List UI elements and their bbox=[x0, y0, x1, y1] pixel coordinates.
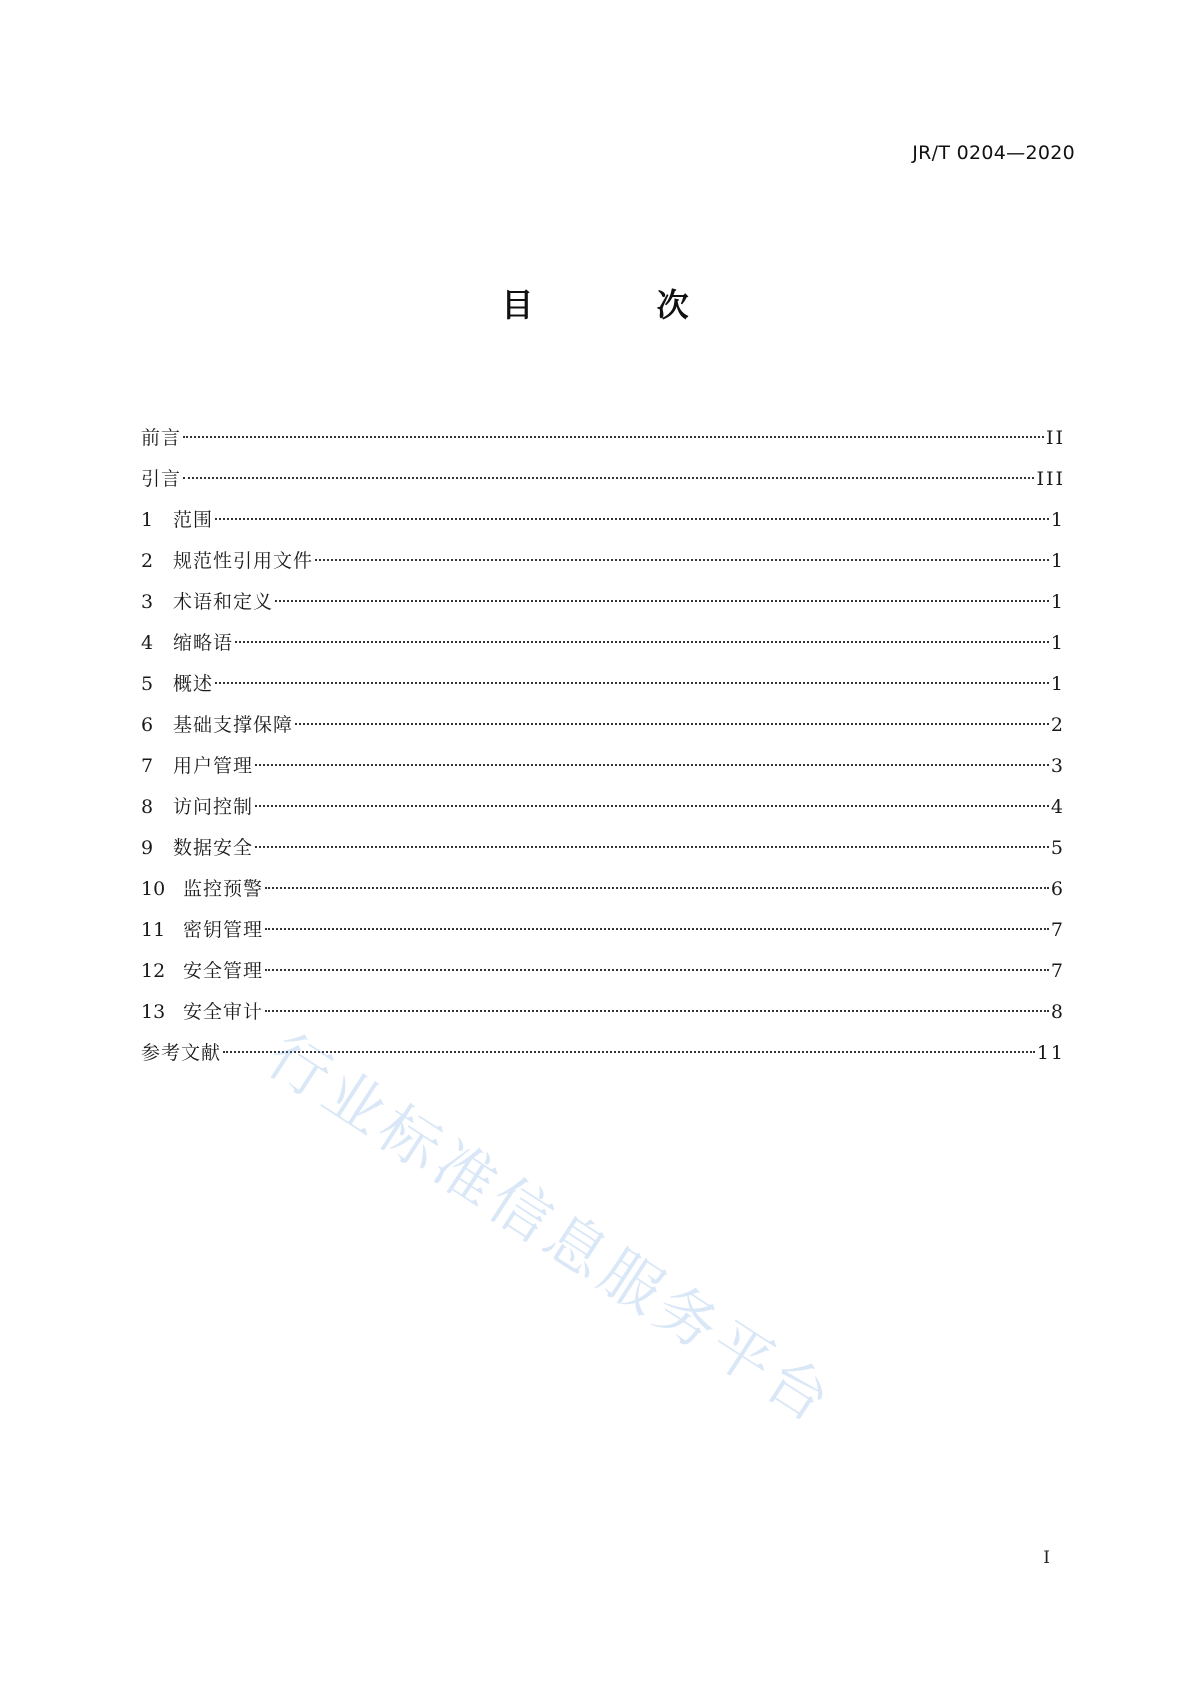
toc-entry-page: 1 bbox=[1050, 673, 1065, 695]
toc-entry-10[interactable] bbox=[141, 869, 1065, 910]
toc-entry-number: 11 bbox=[141, 919, 166, 941]
toc-entry-label: 安全审计 bbox=[183, 1001, 264, 1023]
toc-entry-9[interactable] bbox=[141, 828, 1065, 869]
toc-entry-label: 基础支撑保障 bbox=[173, 714, 294, 736]
dot-leader bbox=[215, 682, 1049, 684]
toc-entry-number: 3 bbox=[141, 591, 154, 613]
toc-entry-page: 1 bbox=[1050, 509, 1065, 531]
toc-entry-number: 5 bbox=[141, 673, 154, 695]
toc-entry-page: III bbox=[1036, 468, 1065, 490]
toc-title: 目 次 bbox=[501, 286, 745, 324]
toc-entry-label: 用户管理 bbox=[173, 755, 254, 777]
dot-leader bbox=[183, 477, 1034, 479]
toc-entry-7[interactable] bbox=[141, 746, 1065, 787]
toc-entry-label: 术语和定义 bbox=[173, 591, 274, 613]
toc-entry-page: II bbox=[1045, 427, 1065, 449]
toc-entry-page: 8 bbox=[1050, 1001, 1065, 1023]
toc-entry-number: 9 bbox=[141, 837, 154, 859]
page-number: I bbox=[1043, 1548, 1050, 1568]
toc-entry-11[interactable] bbox=[141, 910, 1065, 951]
toc-entry-label: 范围 bbox=[173, 509, 214, 531]
dot-leader bbox=[235, 641, 1049, 643]
toc-entry-8[interactable] bbox=[141, 787, 1065, 828]
toc-entry-page: 11 bbox=[1036, 1042, 1065, 1064]
toc-entry-number: 4 bbox=[141, 632, 154, 654]
dot-leader bbox=[255, 764, 1049, 766]
toc-entry-label: 规范性引用文件 bbox=[173, 550, 314, 572]
toc-entry-page: 7 bbox=[1050, 960, 1065, 982]
toc-entry-references[interactable] bbox=[141, 1033, 1065, 1074]
dot-leader bbox=[265, 928, 1049, 930]
dot-leader bbox=[215, 518, 1049, 520]
dot-leader bbox=[265, 887, 1049, 889]
toc-entry-number: 8 bbox=[141, 796, 154, 818]
toc-entry-number: 12 bbox=[141, 960, 166, 982]
dot-leader bbox=[315, 559, 1049, 561]
toc-entry-label: 引言 bbox=[141, 468, 182, 490]
toc-entry-label: 概述 bbox=[173, 673, 214, 695]
toc-entry-page: 5 bbox=[1050, 837, 1065, 859]
dot-leader bbox=[295, 723, 1049, 725]
toc-entry-number: 2 bbox=[141, 550, 154, 572]
toc-entry-page: 6 bbox=[1050, 878, 1065, 900]
toc-entry-label: 密钥管理 bbox=[183, 919, 264, 941]
toc-entry-label: 数据安全 bbox=[173, 837, 254, 859]
dot-leader bbox=[255, 805, 1049, 807]
toc-entry-label: 缩略语 bbox=[173, 632, 234, 654]
toc-entry-12[interactable] bbox=[141, 951, 1065, 992]
toc-entry-3[interactable] bbox=[141, 582, 1065, 623]
toc-entry-page: 1 bbox=[1050, 591, 1065, 613]
toc-entry-number: 10 bbox=[141, 878, 166, 900]
dot-leader bbox=[223, 1051, 1035, 1053]
toc-entry-page: 1 bbox=[1050, 550, 1065, 572]
toc-entry-introduction[interactable] bbox=[141, 459, 1065, 500]
toc-entry-page: 3 bbox=[1050, 755, 1065, 777]
toc-entry-label: 访问控制 bbox=[173, 796, 254, 818]
toc-entry-1[interactable] bbox=[141, 500, 1065, 541]
toc-entry-page: 7 bbox=[1050, 919, 1065, 941]
toc-entry-4[interactable] bbox=[141, 623, 1065, 664]
dot-leader bbox=[265, 1010, 1049, 1012]
toc-entry-number: 6 bbox=[141, 714, 154, 736]
dot-leader bbox=[265, 969, 1049, 971]
toc-entry-label: 监控预警 bbox=[183, 878, 264, 900]
toc-entry-page: 2 bbox=[1050, 714, 1065, 736]
dot-leader bbox=[255, 846, 1049, 848]
toc-entry-label: 安全管理 bbox=[183, 960, 264, 982]
toc-entry-13[interactable] bbox=[141, 992, 1065, 1033]
dot-leader bbox=[183, 436, 1044, 438]
toc-entry-number: 1 bbox=[141, 509, 154, 531]
toc-entry-5[interactable] bbox=[141, 664, 1065, 705]
toc-entry-number: 13 bbox=[141, 1001, 166, 1023]
toc-entry-page: 4 bbox=[1050, 796, 1065, 818]
toc-entry-label: 前言 bbox=[141, 427, 182, 449]
dot-leader bbox=[275, 600, 1049, 602]
standard-code: JR/T 0204—2020 bbox=[912, 142, 1075, 164]
table-of-contents bbox=[141, 418, 1065, 1074]
toc-entry-2[interactable] bbox=[141, 541, 1065, 582]
toc-entry-6[interactable] bbox=[141, 705, 1065, 746]
watermark: 行业标准信息服务平台 bbox=[254, 1020, 847, 1440]
toc-entry-foreword[interactable] bbox=[141, 418, 1065, 459]
toc-entry-page: 1 bbox=[1050, 632, 1065, 654]
toc-entry-label: 参考文献 bbox=[141, 1042, 222, 1064]
toc-entry-number: 7 bbox=[141, 755, 154, 777]
